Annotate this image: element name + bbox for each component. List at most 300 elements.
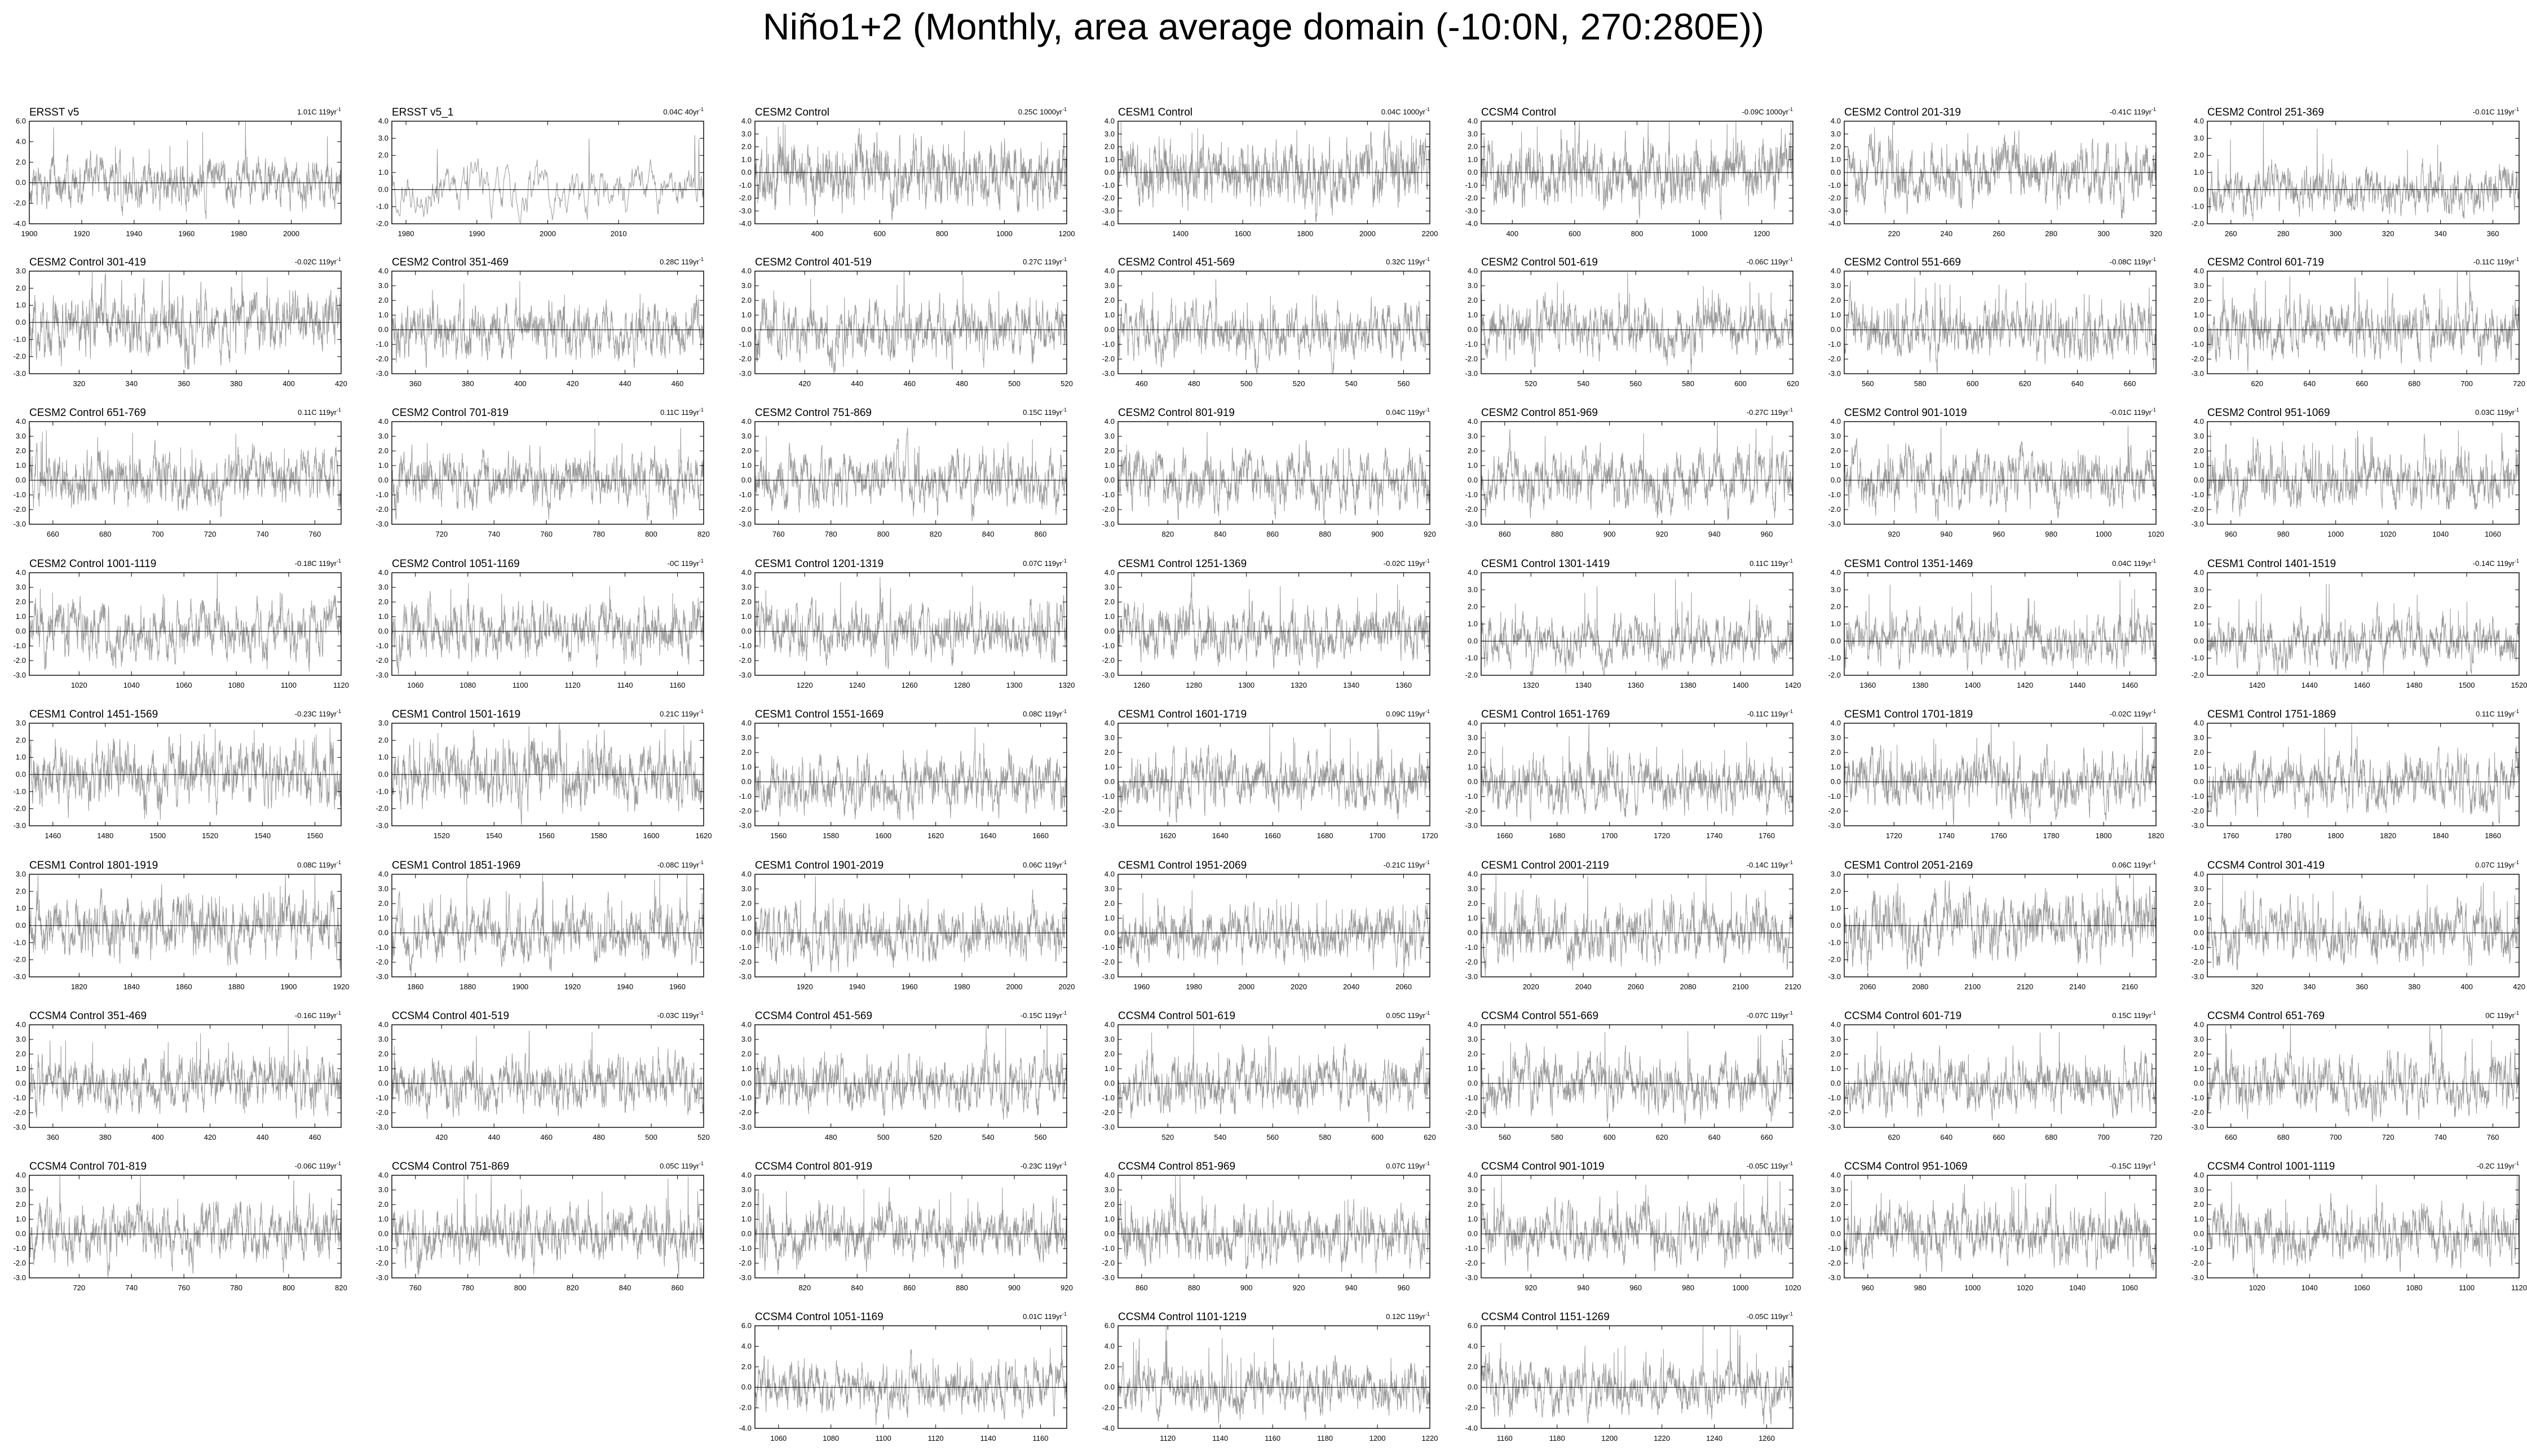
y-tick-label: 3.0 bbox=[1830, 1185, 1841, 1194]
y-tick-label: 1.0 bbox=[1830, 619, 1841, 628]
x-tick-label: 560 bbox=[1861, 379, 1874, 388]
y-tick-label: 1.0 bbox=[2193, 168, 2204, 176]
x-tick-label: 2000 bbox=[540, 229, 556, 238]
panel-title: CESM1 Control 1251-1369 bbox=[1118, 558, 1247, 570]
y-tick-label: 1.0 bbox=[741, 1215, 752, 1223]
x-tick-label: 520 bbox=[1161, 1133, 1174, 1141]
y-tick-label: 0.0 bbox=[1104, 777, 1115, 786]
y-tick-label: -2.0 bbox=[1828, 505, 1841, 514]
x-tick-label: 980 bbox=[2045, 530, 2057, 538]
x-tick-label: 1980 bbox=[397, 229, 414, 238]
series-line bbox=[1844, 1032, 2156, 1121]
y-tick-label: 3.0 bbox=[1830, 1035, 1841, 1043]
y-tick-label: 2.0 bbox=[1104, 748, 1115, 756]
y-tick-label: 1.0 bbox=[2193, 1064, 2204, 1073]
y-tick-label: 0.0 bbox=[1104, 1383, 1115, 1392]
x-tick-label: 1060 bbox=[407, 681, 424, 689]
panel-title: CCSM4 Control 1101-1219 bbox=[1118, 1311, 1247, 1323]
y-tick-label: 3.0 bbox=[378, 1185, 388, 1194]
x-tick-label: 680 bbox=[2408, 379, 2420, 388]
y-tick-label: 3.0 bbox=[378, 432, 388, 440]
y-tick-label: 2.0 bbox=[378, 736, 388, 745]
x-tick-label: 1600 bbox=[875, 831, 892, 840]
y-tick-label: 4.0 bbox=[378, 1020, 388, 1029]
x-tick-label: 400 bbox=[811, 229, 824, 238]
y-tick-label: 0.0 bbox=[15, 476, 26, 484]
y-tick-label: 0.0 bbox=[15, 921, 26, 930]
y-tick-label: 2.0 bbox=[15, 887, 26, 896]
y-tick-label: -2.0 bbox=[1102, 807, 1115, 815]
x-tick-label: 1060 bbox=[175, 681, 192, 689]
x-tick-label: 480 bbox=[1187, 379, 1200, 388]
series-line bbox=[29, 728, 341, 820]
y-tick-label: -3.0 bbox=[1828, 1273, 1841, 1282]
x-tick-label: 1720 bbox=[1421, 831, 1438, 840]
panel-trend: -0.03C $119yr^{-1}$ bbox=[657, 1010, 704, 1020]
panel bbox=[739, 1311, 1067, 1442]
panel-trend-sup: -1 bbox=[2514, 1010, 2519, 1016]
y-tick-label: 2.0 bbox=[15, 598, 26, 606]
series-line bbox=[1118, 1025, 1430, 1122]
panel-title: CCSM4 Control 301-419 bbox=[2207, 860, 2325, 871]
x-tick-label: 360 bbox=[2356, 983, 2369, 991]
y-tick-label: 1.0 bbox=[1104, 155, 1115, 164]
panel-title: CESM1 Control 1801-1919 bbox=[29, 860, 158, 871]
x-tick-label: 1100 bbox=[512, 681, 528, 689]
y-tick-label: 0.0 bbox=[1830, 1229, 1841, 1238]
y-tick-label: -2.0 bbox=[1465, 193, 1478, 202]
x-tick-label: 1840 bbox=[123, 983, 140, 991]
panel-trend: -0.09C $1000yr^{-1}$ bbox=[1742, 107, 1793, 116]
x-tick-label: 1300 bbox=[1238, 681, 1255, 689]
y-tick-label: 2.0 bbox=[1467, 1362, 1478, 1371]
panel-trend-sup: -1 bbox=[2151, 107, 2156, 112]
x-tick-label: 1220 bbox=[1421, 1434, 1438, 1442]
panel-trend-sup: -1 bbox=[1425, 558, 1430, 564]
series-line bbox=[755, 1025, 1067, 1119]
x-tick-label: 360 bbox=[178, 379, 191, 388]
x-tick-label: 1820 bbox=[2380, 831, 2397, 840]
y-tick-label: -2.0 bbox=[739, 1259, 752, 1267]
x-tick-label: 600 bbox=[1734, 379, 1747, 388]
y-tick-label: -1.0 bbox=[375, 1244, 388, 1253]
x-tick-label: 760 bbox=[540, 530, 553, 538]
y-tick-label: 0.0 bbox=[1104, 1079, 1115, 1087]
y-tick-label: -3.0 bbox=[2191, 520, 2204, 528]
x-tick-label: 1980 bbox=[231, 229, 248, 238]
x-tick-label: 840 bbox=[851, 1284, 864, 1292]
y-tick-label: 1.0 bbox=[1830, 904, 1841, 913]
panel-trend: 0.11C $119yr^{-1}$ bbox=[2476, 709, 2519, 718]
x-tick-label: 1000 bbox=[2327, 530, 2344, 538]
panel-trend: 0.03C $119yr^{-1}$ bbox=[2475, 407, 2519, 417]
panel-trend-sup: -1 bbox=[1062, 256, 1067, 262]
x-tick-label: 1400 bbox=[1172, 229, 1189, 238]
series-line bbox=[1481, 1326, 1793, 1424]
y-tick-label: 0.0 bbox=[1467, 168, 1478, 176]
panel bbox=[14, 709, 341, 840]
y-tick-label: -2.0 bbox=[375, 958, 388, 966]
panel-title: CESM2 Control 701-819 bbox=[392, 407, 509, 419]
panel bbox=[739, 407, 1067, 538]
y-tick-label: -2.0 bbox=[739, 505, 752, 514]
x-tick-label: 260 bbox=[1993, 229, 2005, 238]
y-tick-label: -1.0 bbox=[13, 938, 26, 947]
series-line bbox=[755, 272, 1067, 373]
series-line bbox=[29, 427, 341, 516]
x-tick-label: 1940 bbox=[617, 983, 634, 991]
y-tick-label: -3.0 bbox=[1102, 206, 1115, 215]
series-line bbox=[1118, 725, 1430, 822]
x-tick-label: 560 bbox=[1397, 379, 1410, 388]
x-tick-label: 320 bbox=[2251, 983, 2264, 991]
x-tick-label: 1160 bbox=[1032, 1434, 1049, 1442]
y-tick-label: -4.0 bbox=[1828, 219, 1841, 228]
x-tick-label: 880 bbox=[1187, 1284, 1200, 1292]
y-tick-label: 2.0 bbox=[2193, 748, 2204, 756]
plot-frame bbox=[392, 874, 704, 977]
x-tick-label: 2140 bbox=[2069, 983, 2086, 991]
x-tick-label: 800 bbox=[1631, 229, 1644, 238]
x-tick-label: 960 bbox=[2224, 530, 2237, 538]
x-tick-label: 1420 bbox=[2017, 681, 2034, 689]
x-tick-label: 1940 bbox=[849, 983, 865, 991]
x-tick-label: 1840 bbox=[2432, 831, 2449, 840]
y-tick-label: 3.0 bbox=[2193, 884, 2204, 893]
series-line bbox=[29, 875, 341, 970]
y-tick-label: 1.0 bbox=[1104, 1215, 1115, 1223]
y-tick-label: -3.0 bbox=[375, 821, 388, 830]
y-tick-label: 3.0 bbox=[15, 870, 26, 878]
y-tick-label: 3.0 bbox=[741, 281, 752, 290]
panel-title: ERSST v5 bbox=[29, 107, 79, 118]
y-tick-label: 0.0 bbox=[741, 1383, 752, 1392]
x-tick-label: 1180 bbox=[1549, 1434, 1565, 1442]
x-tick-label: 960 bbox=[1993, 530, 2005, 538]
y-tick-label: -1.0 bbox=[2191, 340, 2204, 348]
x-tick-label: 1400 bbox=[1732, 681, 1749, 689]
panel-trend: 0.05C $119yr^{-1}$ bbox=[1386, 1010, 1430, 1020]
y-tick-label: 4.0 bbox=[378, 568, 388, 577]
x-tick-label: 320 bbox=[2150, 229, 2162, 238]
panel bbox=[14, 1161, 347, 1292]
x-tick-label: 380 bbox=[461, 379, 474, 388]
y-tick-label: 2.0 bbox=[1467, 602, 1478, 611]
panel-trend: -0.14C $119yr^{-1}$ bbox=[1746, 860, 1793, 869]
x-tick-label: 840 bbox=[1214, 530, 1227, 538]
x-tick-label: 860 bbox=[1266, 530, 1279, 538]
plot-frame bbox=[2207, 723, 2519, 826]
panel-trend-sup: -1 bbox=[1062, 407, 1067, 413]
x-tick-label: 500 bbox=[1008, 379, 1020, 388]
y-tick-label: 4.0 bbox=[15, 1171, 26, 1179]
panel-trend: -0.08C $119yr^{-1}$ bbox=[657, 860, 704, 869]
x-tick-label: 440 bbox=[619, 379, 631, 388]
y-tick-label: 4.0 bbox=[1467, 117, 1478, 125]
y-tick-label: 3.0 bbox=[1104, 1035, 1115, 1043]
series-line bbox=[755, 428, 1067, 521]
x-tick-label: 1220 bbox=[796, 681, 813, 689]
x-tick-label: 920 bbox=[1655, 530, 1668, 538]
panel-trend-sup: -1 bbox=[1425, 1010, 1430, 1016]
x-tick-label: 2060 bbox=[1859, 983, 1876, 991]
panel-title: CESM1 Control 1551-1669 bbox=[755, 709, 884, 720]
panel-trend-sup: -1 bbox=[2514, 1161, 2519, 1166]
y-tick-label: 2.0 bbox=[378, 446, 388, 455]
panel-trend-sup: -1 bbox=[2151, 407, 2156, 413]
y-tick-label: -2.0 bbox=[2191, 958, 2204, 966]
x-tick-label: 1900 bbox=[21, 229, 38, 238]
series-line bbox=[1481, 423, 1793, 520]
panel-trend-sup: -1 bbox=[1062, 709, 1067, 714]
panel-trend: -0.02C $119yr^{-1}$ bbox=[294, 256, 341, 266]
y-tick-label: 4.0 bbox=[1830, 117, 1841, 125]
x-tick-label: 1680 bbox=[1316, 831, 1333, 840]
x-tick-label: 820 bbox=[929, 530, 942, 538]
x-tick-label: 1480 bbox=[2406, 681, 2423, 689]
x-tick-label: 860 bbox=[671, 1284, 684, 1292]
x-tick-label: 1940 bbox=[126, 229, 143, 238]
panel-trend-sup: -1 bbox=[1788, 860, 1793, 865]
panel bbox=[1465, 107, 1793, 238]
x-tick-label: 1720 bbox=[1885, 831, 1902, 840]
y-tick-label: -1.0 bbox=[13, 335, 26, 344]
x-tick-label: 720 bbox=[73, 1284, 86, 1292]
x-tick-label: 1200 bbox=[1753, 229, 1770, 238]
panel bbox=[739, 709, 1067, 840]
series-line bbox=[755, 122, 1067, 220]
series-line bbox=[1118, 1326, 1430, 1423]
x-tick-label: 1620 bbox=[927, 831, 944, 840]
y-tick-label: -3.0 bbox=[375, 520, 388, 528]
y-tick-label: 2.0 bbox=[2193, 899, 2204, 908]
x-tick-label: 1020 bbox=[2380, 530, 2397, 538]
y-tick-label: 0.0 bbox=[2193, 1079, 2204, 1087]
x-tick-label: 2060 bbox=[1627, 983, 1644, 991]
y-tick-label: -2.0 bbox=[1102, 656, 1115, 665]
series-line bbox=[2207, 724, 2519, 824]
y-tick-label: -2.0 bbox=[2191, 219, 2204, 228]
y-tick-label: 3.0 bbox=[2193, 585, 2204, 594]
y-tick-label: 3.0 bbox=[1467, 281, 1478, 290]
x-tick-label: 1580 bbox=[590, 831, 607, 840]
x-tick-label: 1980 bbox=[953, 983, 970, 991]
y-tick-label: 0.0 bbox=[1467, 1229, 1478, 1238]
x-tick-label: 300 bbox=[2329, 229, 2342, 238]
y-tick-label: 2.0 bbox=[741, 446, 752, 455]
x-tick-label: 900 bbox=[1240, 1284, 1253, 1292]
x-tick-label: 1040 bbox=[2069, 1284, 2086, 1292]
x-tick-label: 860 bbox=[1135, 1284, 1148, 1292]
y-tick-label: 2.0 bbox=[1467, 748, 1478, 756]
x-tick-label: 1200 bbox=[1369, 1434, 1386, 1442]
x-tick-label: 1020 bbox=[2148, 530, 2164, 538]
panel bbox=[2192, 107, 2519, 238]
x-tick-label: 1760 bbox=[1990, 831, 2007, 840]
y-tick-label: -2.0 bbox=[1465, 355, 1478, 363]
y-tick-label: -2.0 bbox=[1465, 807, 1478, 815]
panel bbox=[739, 558, 1075, 689]
panel-trend-sup: -1 bbox=[699, 256, 704, 262]
y-tick-label: 0.0 bbox=[1104, 928, 1115, 937]
x-tick-label: 1080 bbox=[2406, 1284, 2423, 1292]
y-tick-label: 4.0 bbox=[741, 1171, 752, 1179]
y-tick-label: -1.0 bbox=[375, 340, 388, 348]
x-tick-label: 780 bbox=[461, 1284, 474, 1292]
series-line bbox=[1118, 891, 1430, 973]
y-tick-label: 3.0 bbox=[15, 583, 26, 591]
y-tick-label: 6.0 bbox=[1104, 1321, 1115, 1330]
y-tick-label: 0.0 bbox=[15, 1229, 26, 1238]
y-tick-label: 1.0 bbox=[1104, 914, 1115, 922]
y-tick-label: 2.0 bbox=[1830, 887, 1841, 896]
panel-title: CESM2 Control 501-619 bbox=[1481, 256, 1598, 268]
panel bbox=[2192, 1161, 2527, 1292]
x-tick-label: 1140 bbox=[980, 1434, 996, 1442]
y-tick-label: -2.0 bbox=[375, 656, 388, 665]
y-tick-label: -3.0 bbox=[1102, 821, 1115, 830]
x-tick-label: 560 bbox=[1266, 1133, 1279, 1141]
x-tick-label: 1800 bbox=[1297, 229, 1314, 238]
y-tick-label: 0.0 bbox=[1104, 325, 1115, 334]
y-tick-label: -3.0 bbox=[1465, 821, 1478, 830]
series-line bbox=[1844, 122, 2156, 218]
y-tick-label: 2.0 bbox=[2193, 151, 2204, 160]
y-tick-label: 2.0 bbox=[1104, 598, 1115, 606]
y-tick-label: 4.0 bbox=[2193, 719, 2204, 727]
y-tick-label: 0.0 bbox=[1104, 1229, 1115, 1238]
panel-trend-sup: -1 bbox=[2514, 256, 2519, 262]
x-tick-label: 960 bbox=[1861, 1284, 1874, 1292]
panel-title: CCSM4 Control 851-969 bbox=[1118, 1161, 1236, 1172]
panel bbox=[1828, 1161, 2156, 1292]
panel-trend-sup: -1 bbox=[1788, 407, 1793, 413]
x-tick-label: 1560 bbox=[538, 831, 555, 840]
x-tick-label: 1860 bbox=[2485, 831, 2501, 840]
x-tick-label: 1040 bbox=[2432, 530, 2449, 538]
y-tick-label: 3.0 bbox=[1830, 733, 1841, 742]
plot-frame bbox=[755, 1175, 1067, 1278]
y-tick-label: -3.0 bbox=[1465, 520, 1478, 528]
x-tick-label: 720 bbox=[2382, 1133, 2395, 1141]
panel-trend-sup: -1 bbox=[336, 256, 341, 262]
panel-title: CCSM4 Control 1001-1119 bbox=[2207, 1161, 2335, 1172]
y-tick-label: 2.0 bbox=[2193, 1050, 2204, 1058]
panel-trend: -0.08C $119yr^{-1}$ bbox=[2109, 256, 2156, 266]
y-tick-label: 1.0 bbox=[741, 311, 752, 319]
x-tick-label: 520 bbox=[697, 1133, 710, 1141]
y-tick-label: -2.0 bbox=[13, 1108, 26, 1117]
panel-trend: 0.08C $119yr^{-1}$ bbox=[1023, 709, 1067, 718]
x-tick-label: 2120 bbox=[2017, 983, 2034, 991]
panel bbox=[739, 256, 1073, 388]
x-tick-label: 760 bbox=[308, 530, 321, 538]
panel-trend-sup: -1 bbox=[2514, 709, 2519, 714]
x-tick-label: 520 bbox=[1525, 379, 1538, 388]
y-tick-label: 2.0 bbox=[378, 598, 388, 606]
panel-title: CESM1 Control 1701-1819 bbox=[1844, 709, 1973, 720]
panel-title: CESM1 Control bbox=[1118, 107, 1192, 118]
x-tick-label: 1020 bbox=[2017, 1284, 2034, 1292]
y-tick-label: 4.0 bbox=[1467, 1171, 1478, 1179]
y-tick-label: 3.0 bbox=[15, 432, 26, 440]
panel-trend-sup: -1 bbox=[1788, 256, 1793, 262]
x-tick-label: 1320 bbox=[1522, 681, 1539, 689]
y-tick-label: 3.0 bbox=[1467, 1035, 1478, 1043]
y-tick-label: -1.0 bbox=[1465, 1094, 1478, 1102]
y-tick-label: 3.0 bbox=[741, 583, 752, 591]
x-tick-label: 400 bbox=[282, 379, 295, 388]
y-tick-label: -1.0 bbox=[1102, 490, 1115, 499]
panel-trend: -0.27C $119yr^{-1}$ bbox=[1746, 407, 1793, 417]
panel bbox=[1102, 860, 1430, 991]
x-tick-label: 1360 bbox=[1859, 681, 1876, 689]
y-tick-label: -1.0 bbox=[1465, 490, 1478, 499]
y-tick-label: -3.0 bbox=[1102, 671, 1115, 679]
y-tick-label: 1.0 bbox=[15, 300, 26, 309]
x-tick-label: 1080 bbox=[823, 1434, 840, 1442]
x-tick-label: 1320 bbox=[1291, 681, 1307, 689]
series-line bbox=[755, 1326, 1067, 1425]
y-tick-label: 0.0 bbox=[15, 318, 26, 326]
x-tick-label: 1560 bbox=[307, 831, 323, 840]
x-tick-label: 1460 bbox=[2122, 681, 2138, 689]
plot-frame bbox=[29, 121, 341, 224]
x-tick-label: 1740 bbox=[1706, 831, 1723, 840]
panel-trend: 0.15C $119yr^{-1}$ bbox=[1023, 407, 1067, 417]
y-tick-label: -1.0 bbox=[2191, 792, 2204, 800]
y-tick-label: 3.0 bbox=[1104, 281, 1115, 290]
y-tick-label: 0.0 bbox=[378, 325, 388, 334]
panel-trend: 0.07C $119yr^{-1}$ bbox=[1023, 558, 1067, 568]
x-tick-label: 580 bbox=[1682, 379, 1694, 388]
x-tick-label: 1640 bbox=[1212, 831, 1229, 840]
x-tick-label: 760 bbox=[409, 1284, 422, 1292]
y-tick-label: 0.0 bbox=[1467, 928, 1478, 937]
x-tick-label: 1860 bbox=[407, 983, 424, 991]
y-tick-label: 0.0 bbox=[1830, 1079, 1841, 1087]
panel-trend-sup: -1 bbox=[1425, 709, 1430, 714]
x-tick-label: 2200 bbox=[1421, 229, 1438, 238]
x-tick-label: 1140 bbox=[1212, 1434, 1229, 1442]
y-tick-label: 3.0 bbox=[741, 1185, 752, 1194]
x-tick-label: 1540 bbox=[485, 831, 502, 840]
y-tick-label: 1.0 bbox=[2193, 619, 2204, 628]
y-tick-label: 0.0 bbox=[741, 325, 752, 334]
panel-trend: -0.2C $119yr^{-1}$ bbox=[2477, 1161, 2519, 1170]
y-tick-label: -3.0 bbox=[13, 972, 26, 981]
y-tick-label: 2.0 bbox=[1104, 142, 1115, 151]
y-tick-label: -3.0 bbox=[375, 671, 388, 679]
panel bbox=[1828, 107, 2162, 238]
panel-trend-sup: -1 bbox=[699, 407, 704, 413]
panel-title: CESM2 Control 1051-1169 bbox=[392, 558, 520, 570]
series-line bbox=[1844, 581, 2156, 671]
panel bbox=[376, 256, 704, 388]
y-tick-label: -2.0 bbox=[1828, 193, 1841, 202]
y-tick-label: 0.0 bbox=[741, 627, 752, 635]
x-tick-label: 1680 bbox=[1549, 831, 1566, 840]
x-tick-label: 860 bbox=[1034, 530, 1047, 538]
y-tick-label: 4.0 bbox=[1467, 417, 1478, 426]
y-tick-label: 4.0 bbox=[1104, 267, 1115, 275]
y-tick-label: 2.0 bbox=[1467, 1050, 1478, 1058]
panel-title: CCSM4 Control 901-1019 bbox=[1481, 1161, 1605, 1172]
y-tick-label: 1.0 bbox=[1467, 914, 1478, 922]
y-tick-label: 3.0 bbox=[2193, 281, 2204, 290]
x-tick-label: 1020 bbox=[2248, 1284, 2265, 1292]
x-tick-label: 1180 bbox=[1317, 1434, 1333, 1442]
